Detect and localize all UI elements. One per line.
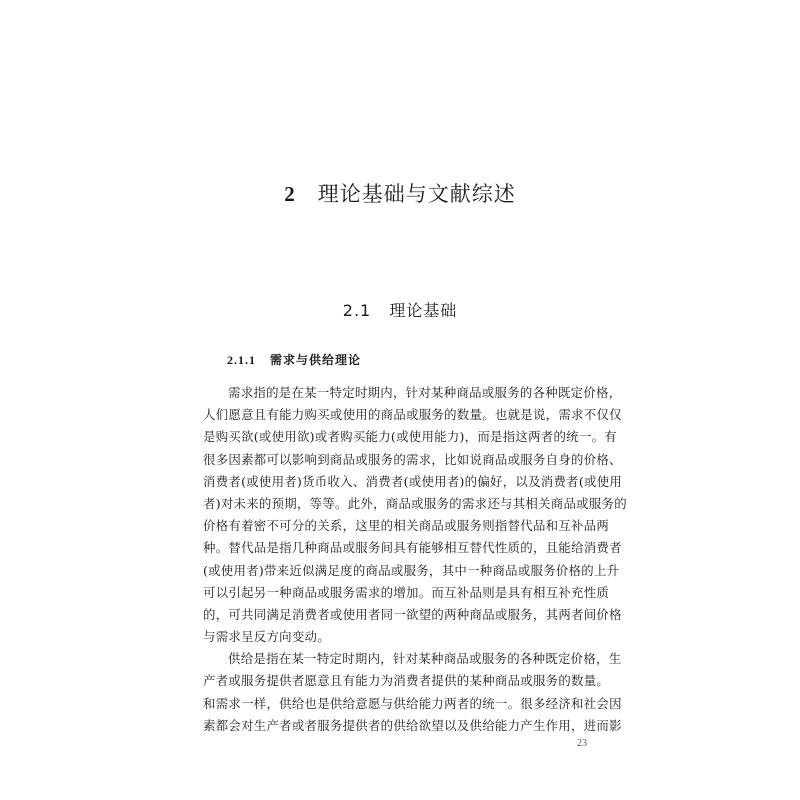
paragraph-line: 消费者(或使用者)货币收入、消费者(或使用者)的偏好，以及消费者(或使用 xyxy=(203,473,623,489)
paragraph-line: 可以引起另一种商品或服务需求的增加。而互补品则是具有相互补充性质 xyxy=(203,584,610,600)
section-heading xyxy=(0,298,800,321)
paragraph-line: 与需求呈反方向变动。 xyxy=(203,629,330,645)
section-number: 2.1 xyxy=(342,301,372,320)
chapter-heading xyxy=(0,178,800,208)
chapter-number: 2 xyxy=(284,182,296,206)
paragraph-line: (或使用者)带来近似满足度的商品或服务，其中一种商品或服务价格的上升 xyxy=(203,562,620,578)
page-number: 23 xyxy=(577,738,587,749)
paragraph-line: 素都会对生产者或者服务提供者的供给欲望以及供给能力产生作用，进而影 xyxy=(203,717,622,733)
subsection-heading xyxy=(227,351,361,368)
subsection-title: 需求与供给理论 xyxy=(270,353,362,367)
section-title: 理论基础 xyxy=(389,301,458,320)
chapter-title: 理论基础与文献综述 xyxy=(317,182,516,206)
paragraph-line: 很多因素都可以影响到商品或服务的需求，比如说商品或服务自身的价格、 xyxy=(203,451,622,467)
paragraph-line: 需求指的是在某一特定时期内，针对某种商品或服务的各种既定价格， xyxy=(228,385,622,400)
paragraph-line: 人们愿意且有能力购买或使用的商品或服务的数量。也就是说，需求不仅仅 xyxy=(203,407,622,423)
paragraph-line: 和需求一样，供给也是供给意愿与供给能力两者的统一。很多经济和社会因 xyxy=(203,695,622,711)
paragraph-line: 价格有着密不可分的关系，这里的相关商品或服务则指替代品和互补品两 xyxy=(203,518,610,534)
paragraph-line: 种。替代品是指几种商品或服务间具有能够相互替代性质的，且能给消费者 xyxy=(203,540,622,556)
body-text xyxy=(203,382,627,737)
paragraph-line: 的，可共同满足消费者或使用者同一欲望的两种商品或服务，其两者间价格 xyxy=(203,606,622,622)
paragraph-line: 供给是指在某一特定时期内，针对某种商品或服务的各种既定价格，生 xyxy=(228,651,622,667)
paragraph-line: 是购买欲(或使用欲)或者购买能力(或使用能力)，而是指这两者的统一。有 xyxy=(203,429,617,445)
paragraph-line: 产者或服务提供者愿意且有能力为消费者提供的某种商品或服务的数量。 xyxy=(203,673,610,689)
paragraph-line: 者)对未来的预期，等等。此外，商品或服务的需求还与其相关商品或服务的 xyxy=(203,495,627,511)
subsection-number: 2.1.1 xyxy=(227,353,256,367)
